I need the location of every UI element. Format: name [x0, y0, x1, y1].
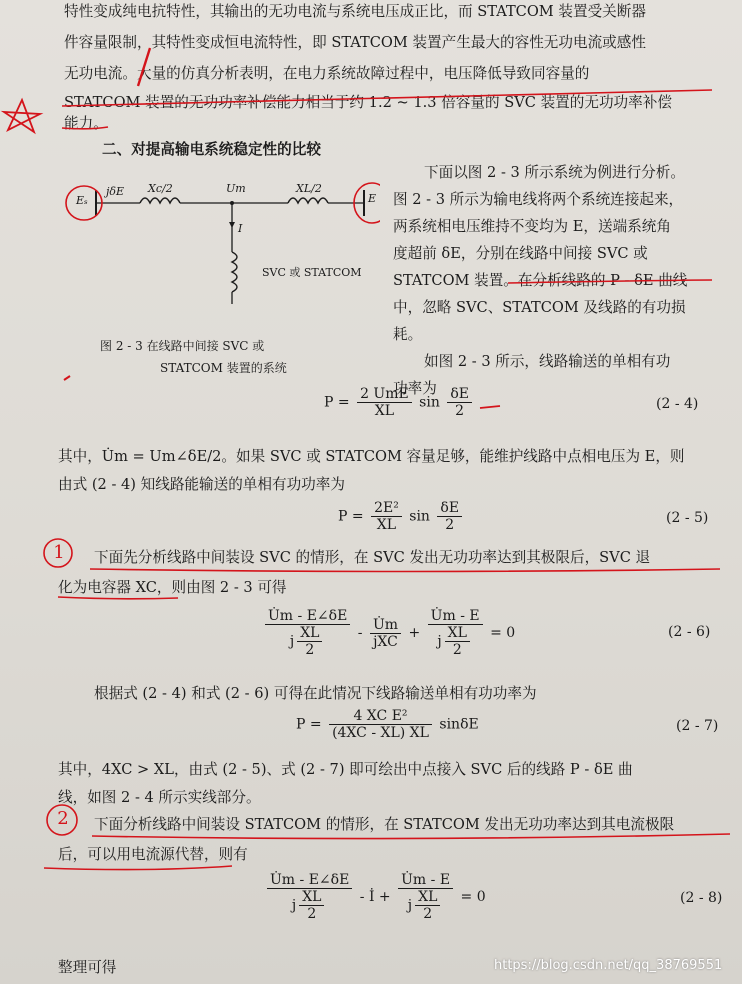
paragraph-line: 其中，4XC > XL，由式 (2 - 5)、式 (2 - 7) 即可绘出中点接入 SVC 后的线路 P - δE 曲: [58, 761, 633, 778]
eq-denominator: XL: [376, 517, 397, 533]
watermark: https://blog.csdn.net/qq_38769551: [494, 958, 723, 973]
annotation-marker-one: 1: [53, 542, 65, 563]
eq-denominator: XL: [374, 403, 395, 419]
annotation-marker-two: 2: [57, 808, 69, 829]
paragraph-line: 件容量限制，其特性变成恒电流特性，即 STATCOM 装置产生最大的容性无功电流或感性: [64, 34, 646, 51]
figure-label-um: Um: [226, 182, 246, 195]
circuit-figure: [40, 168, 380, 328]
equation-2-7: [296, 708, 479, 741]
equation-number: (2 - 8): [680, 890, 723, 906]
eq-fraction: [370, 617, 401, 650]
eq-denominator: 2: [452, 642, 462, 658]
paragraph-line: 化为电容器 XC，则由图 2 - 3 可得: [58, 579, 287, 596]
eq-denominator: [267, 889, 352, 922]
eq-sin: sin: [419, 394, 440, 411]
eq-numerator: U̇m: [370, 617, 401, 634]
paragraph-line: 特性变成纯电抗特性，其输出的无功电流与系统电压成正比，而 STATCOM 装置受关断器: [64, 3, 646, 20]
paragraph-line: 下面分析线路中间装设 STATCOM 的情形，在 STATCOM 发出无功功率达到其电流极限: [94, 816, 675, 833]
paragraph-line: 图 2 - 3 所示为输电线将两个系统连接起来，: [393, 191, 684, 208]
paragraph-line: 其中，U̇m = Um∠δE/2。如果 SVC 或 STATCOM 容量足够，能维护线路中点相电压为 E，则: [58, 448, 685, 465]
paragraph-line: STATCOM 装置的无功功率补偿能力相当于约 1.2 ~ 1.3 倍容量的 SVC 装置的无功功率补偿: [64, 94, 672, 111]
equation-2-6: [262, 608, 515, 658]
eq-numerator: U̇m - E∠δE: [265, 608, 350, 625]
eq-sin: sinδE: [439, 716, 479, 733]
eq-denominator: 2: [445, 517, 455, 533]
eq-numerator: XL: [445, 625, 470, 642]
eq-numerator: U̇m - E: [398, 872, 453, 889]
eq-fraction: [415, 889, 440, 922]
paragraph-line: 无功电流。大量的仿真分析表明，在电力系统故障过程中，电压降低导致同容量的: [64, 65, 590, 82]
eq-denominator: 2: [455, 403, 465, 419]
paragraph-line: 度超前 δE，分别在线路中间接 SVC 或: [393, 245, 648, 262]
eq-numerator: U̇m - E∠δE: [267, 872, 352, 889]
eq-denominator: 2: [423, 906, 433, 922]
equation-2-8: [264, 872, 486, 922]
eq-rhs: = 0: [490, 625, 516, 641]
eq-sin: sin: [409, 508, 430, 525]
figure-label-angle: jδE: [106, 185, 125, 198]
paragraph-line: 由式 (2 - 4) 知线路能输送的单相有功功率为: [58, 476, 345, 493]
eq-j: j: [291, 897, 297, 914]
eq-fraction: [329, 708, 432, 741]
paragraph-line: 功率为: [393, 380, 437, 397]
eq-fraction: [445, 625, 470, 658]
equation-number: (2 - 6): [668, 624, 711, 640]
paragraph-line: 中，忽略 SVC、STATCOM 及线路的有功损: [393, 299, 686, 316]
eq-denominator: 2: [307, 906, 317, 922]
section-title: 二、对提高输电系统稳定性的比较: [102, 141, 321, 158]
paragraph-line: 如图 2 - 3 所示，线路输送的单相有功: [424, 353, 671, 370]
eq-lhs: P =: [296, 716, 322, 733]
figure-label-source-right: E: [368, 192, 377, 205]
paragraph-line: 线，如图 2 - 4 所示实线部分。: [58, 789, 261, 806]
paragraph-line: STATCOM 装置。在分析线路的 P - δE 曲线: [393, 272, 688, 289]
figure-label-xc: Xc/2: [148, 182, 173, 195]
paragraph-line: 下面以图 2 - 3 所示系统为例进行分析。: [424, 164, 685, 181]
eq-denominator: jXC: [373, 633, 398, 650]
equation-number: (2 - 5): [666, 510, 709, 526]
eq-lhs: P =: [324, 394, 350, 411]
eq-numerator: XL: [297, 625, 322, 642]
eq-numerator: δE: [447, 386, 472, 403]
eq-fraction: [265, 608, 350, 658]
eq-numerator: XL: [299, 889, 324, 906]
circuit-diagram: [40, 168, 380, 328]
eq-fraction: [371, 500, 402, 533]
eq-fraction: [447, 386, 472, 419]
eq-fraction: [299, 889, 324, 922]
eq-numerator: 2 UmE: [357, 386, 412, 403]
eq-denominator: 2: [305, 642, 315, 658]
equation-number: (2 - 4): [656, 396, 699, 412]
eq-denominator: [398, 889, 453, 922]
eq-numerator: 2E²: [371, 500, 402, 517]
figure-label-source-left: Eₛ: [76, 194, 88, 207]
paragraph-line: 能力。: [64, 115, 108, 132]
paragraph-line: 下面先分析线路中间装设 SVC 的情形，在 SVC 发出无功功率达到其极限后，SVC 退: [94, 549, 651, 566]
eq-numerator: U̇m - E: [428, 608, 483, 625]
eq-denominator: [428, 625, 483, 658]
eq-fraction: [437, 500, 462, 533]
equation-2-5: [338, 500, 465, 533]
star-icon: [4, 100, 40, 132]
equation-number: (2 - 7): [676, 718, 719, 734]
eq-rhs: = 0: [460, 889, 486, 905]
paragraph-line: 后，可以用电流源代替，则有: [58, 846, 248, 863]
eq-j: j: [289, 633, 295, 650]
figure-label-device: SVC 或 STATCOM: [262, 266, 362, 279]
eq-denominator: [265, 625, 350, 658]
eq-fraction: [267, 872, 352, 922]
figure-caption: 图 2 - 3 在线路中间接 SVC 或: [100, 339, 265, 353]
eq-numerator: δE: [437, 500, 462, 517]
eq-fraction: [297, 625, 322, 658]
equation-2-4: [324, 386, 475, 419]
figure-caption: STATCOM 装置的系统: [160, 361, 287, 375]
eq-fraction: [357, 386, 412, 419]
paragraph-line: 整理可得: [58, 959, 117, 976]
eq-operator: - İ +: [359, 889, 391, 905]
eq-operator: -: [357, 625, 363, 641]
eq-fraction: [398, 872, 453, 922]
figure-label-xl: XL/2: [296, 182, 322, 195]
eq-j: j: [437, 633, 442, 650]
eq-j: j: [407, 897, 413, 914]
eq-numerator: XL: [415, 889, 440, 906]
eq-numerator: 4 XC E²: [329, 708, 432, 725]
eq-lhs: P =: [338, 508, 364, 525]
eq-denominator: (4XC - XL) XL: [332, 725, 429, 741]
paragraph-line: 两系统相电压维持不变均为 E，送端系统角: [393, 218, 671, 235]
eq-operator: +: [408, 625, 421, 641]
paragraph-line: 根据式 (2 - 4) 和式 (2 - 6) 可得在此情况下线路输送单相有功功率为: [94, 685, 537, 702]
paragraph-line: 耗。: [393, 326, 423, 343]
figure-label-current: I: [238, 222, 243, 235]
eq-fraction: [428, 608, 483, 658]
